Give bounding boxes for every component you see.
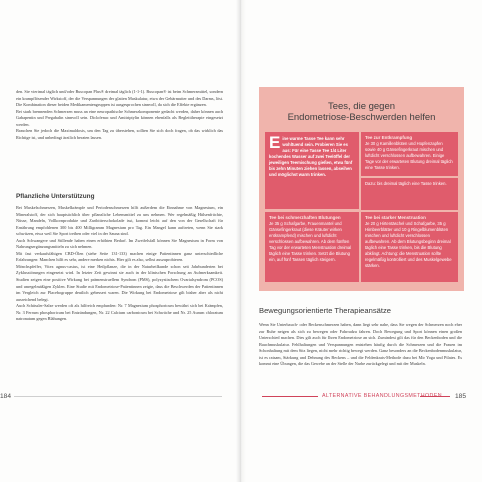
right-page-number: 185 <box>455 393 467 400</box>
tea-card-heading: Tee bei starker Menstruation <box>365 215 426 220</box>
tea-intro-text: ine warme Tasse Tee kann sehr wohltuend sein. Probieren Sie es aus: Für eine Tasse Tee 1/4 Liter kochendes Wasser auf zwei Teelöffel der jeweiligen Teemischung gießen, etwa fünf bis zehn Minuten ziehen lassen, abseihen und möglichst warm trinken. <box>269 136 353 177</box>
left-page-number: 184 <box>0 393 12 400</box>
tea-card-text: Je 20 g Hirtentäschel und Schafgarbe, 35 g Himbeerblätter und 10 g Ringelblumenblüten mischen und luftdicht verschlossen aufbewahren. Ab dem Blutungsbeginn dreimal täglich eine Tasse trinken, bis die Blutung abklingt. Achtung: die Menstruation sollte regelmäßig kontrolliert und des Muskelgewebe stärken. <box>365 221 452 268</box>
tea-card-heading: Tee bei schmerzhaften Blutungen <box>269 215 341 220</box>
left-section-heading: Pflanzliche Unterstützung <box>16 193 95 200</box>
left-footer-rule <box>14 396 222 397</box>
tea-box-title <box>259 101 464 123</box>
tea-card-starke-menstruation <box>361 212 458 282</box>
tea-intro-card <box>265 132 359 209</box>
tea-box-title-line1: Tees, die gegen <box>327 101 396 112</box>
dropcap-letter: E <box>269 133 281 152</box>
right-section-heading: Bewegungsorientierte Therapieansätze <box>259 306 391 315</box>
tea-card-extra <box>361 178 458 210</box>
running-title: ALTERNATIVE BEHANDLUNGSMETHODEN <box>322 393 442 399</box>
tea-card-schmerzhafte-blutungen <box>265 212 359 282</box>
running-title-rule-right <box>420 396 450 397</box>
running-title-rule-left <box>262 396 318 397</box>
tea-card-entkrampfung <box>361 132 458 176</box>
tea-card-text: Je 30 g Kamillenblüten und Hopfenzapfen sowie 40 g Gänsefingerkraut mischen und luftdicht verschlossen aufbewahren. Einige Tage vor der erwarteten Blutung dreimal täglich eine Tasse trinken. <box>365 141 453 170</box>
tea-card-text: Je 35 g Schafgarbe, Frauenmantel und Gänsefingerkraut (diese Kräuter wirken entkrampfend) mischen und luftdicht verschlossen aufbewahren. Ab dem fünften Tag vor der erwarteten Menstruation dreimal täglich eine Tasse trinken. Setzt die Blutung ein, auf fünf Tassen täglich steigern. <box>269 221 352 262</box>
left-section-text: Bei Muskelschmerzen, Muskelkrämpfe und Periodenschmerzen hilft außerdem die Einnahme von Magnesium, ein Mineralstoff, der sich hauptsächlich über pflanzliche Lebensmittel zu uns nehmen. Wer regelmäßig Hülsenfrüchte, Nüsse, Mandeln, Vollkornprodukte und Zartbitterschokolade isst, kommt leicht auf den von der Gesellschaft für Ernährung empfohlenen 300 bis 400 Milligramm Magnesium pro Tag. Ein Mangel kann auftreten, wenn Sie stark schwitzen, etwa weil Sie Sport treiben oder viel in der Sauna sind. Auch Schwangere und Stillende haben einen erhöhten Bedarf. Im Zweifelsfall können Sie Magnesium in Form von Nahrungsergänzungsmitteln zu sich nehmen. Mit fast verkaufsfähigen CBD-Ölen (siehe Seite 131-133) machen einige Patientinnen ganz unterschiedliche Erfahrungen: Manchen hilft es sehr, andere merken nichts. Hier gilt es also, selbst auszuprobieren. Mönchspfeffer, Vitex agnus-castus, ist eine Heilpflanze, die in der Naturheilkunde schon seit Jahrhunderten bei Zyklusstörungen eingesetzt wird. In letzter Zeit gewinnt sie auch in der klinischen Forschung an Aufmerksamkeit. Studien zeigen eine positive Wirkung bei prämenstruellem Syndrom (PMS), polyzystischem Ovarialsyndrom (PCOS) und unregelmäßigen Zyklen. Eine Studie mit Endometriose-Patientinnen zeigte, dass die Beschwerden der Patientinnen im Vergleich zur Placebogruppe deutlich gebessert waren. Die Wirkung bei Endometriose gilt bisher aber als nicht ausreichend belegt. Auch Schüssler-Salze werden oft als hilfreich empfunden: Nr. 7 Magnesium phosphoricum bewährt sich bei Krämpfen, Nr. 3 Ferrum phosphoricum bei Entzündungen, Nr. 22 Calcium carbonicum bei Schwäche und Nr. 25 Aurum chloratum natronatum gegen Blähungen. <box>16 205 223 322</box>
tea-card-heading: Tee zur Entkrampfung <box>365 135 413 140</box>
left-intro-text: den. Sie vierimal täglich und/oder Buscopan Plus® dreimal täglich (1-1-1). Buscopan® ist beim Schmerzmittel, sondern ein krampflösender Wirkstoff, der die Verspannungen der glatten Muskulatur, etwa der Gebärmutter und des Darms, löst. Die Kombination dieser beiden Medikamentengruppen ist ausgesprochen sinnvoll, da sich die Effekte ergänzen. Bei stark brennenden Schmerzen muss an eine neuropathische Schmerzkomponente gedacht werden, daher können auch Gabapentin und Pregabalin sinnvoll sein. Diclofenac und Amitriptylin können ebenfalls als Begleittherapie eingesetzt werden. Brauchen Sie jedoch die Maximaldosis, um den Tag zu überstehen, sollten Sie sich doch fragen, ob das wirklich das Richtige ist, und unbedingt ärztlich beraten lassen. <box>16 89 223 140</box>
book-gutter <box>236 0 246 482</box>
right-section-text: Wenn Sie Unterbauch- oder Beckenschmerzen haben, dann liegt sehr nahe, dass Sie wegen der Schmerzen noch eher zur Ruhe neigen als sich zu bewegen oder Fahrradzu fahren. Doch Bewegung und Sport können einen großen Unterschied machen. Dies gilt auch für Ihren Endometriose an sich. Zumindest gilt das für den Beckenboden und die Bauchmuskulatur. Fehlhaltungen und Verspannungen entstehen häufig durch die Schmerzen und die Frauen im Schonhaltung mit dem Sitz liegen, nicht mehr richtig bewegt werden. Ganz besonders an die Beckenbodenmuskulatur, ist es ratsam, Stärkung und Dehnung des Beckens – und die Feldenkrais-Methode dazu bei Mir Yoga und Pilates. Es kommt eine Übungen, die das Gewebe an der Stelle der Narbe zurückgelegt und mit der Muskeln. <box>259 322 462 367</box>
tea-box-title-line2: Endometriose-Beschwerden helfen <box>287 112 436 123</box>
tea-card-text: Dazu: bis dreimal täglich eine Tasse trinken. <box>365 181 447 186</box>
